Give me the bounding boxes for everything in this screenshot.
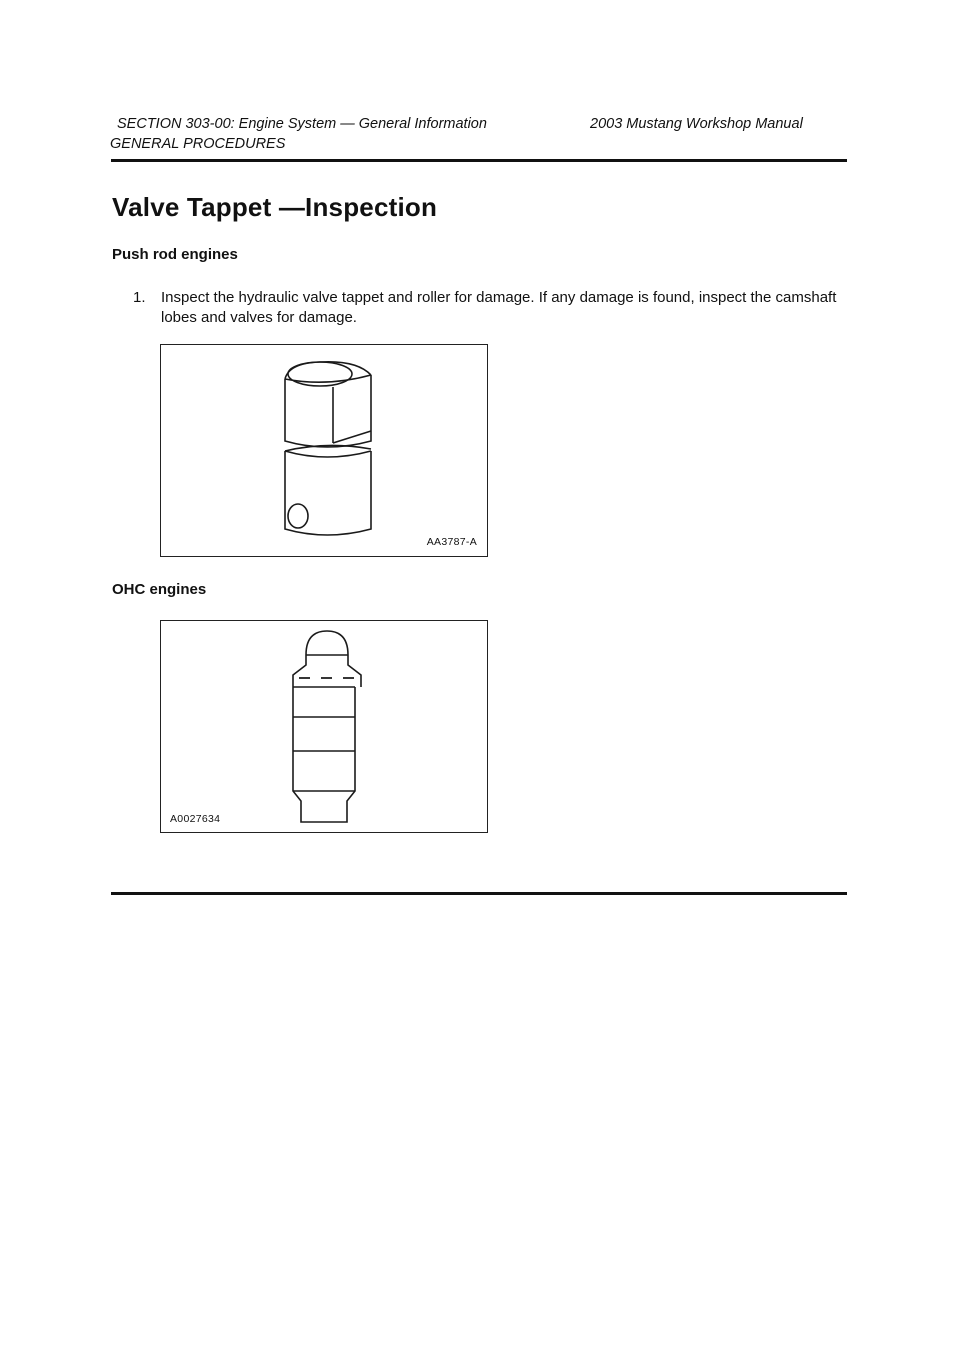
step-text: Inspect the hydraulic valve tappet and roller for damage. If any damage is found, inspect the camshaft lobes and valves for damage. (161, 289, 837, 326)
ohc-tappet-illustration (161, 621, 487, 832)
hydraulic-tappet-illustration (161, 345, 487, 556)
figure-code: A0027634 (170, 813, 221, 825)
footer-divider (111, 892, 847, 895)
header-category: GENERAL PROCEDURES (110, 136, 286, 152)
header-manual-title: 2003 Mustang Workshop Manual (590, 116, 803, 132)
page-title: Valve Tappet —Inspection (112, 192, 438, 222)
figure-push-rod-tappet (160, 344, 488, 557)
step-number: 1. (133, 289, 146, 306)
figure-code: AA3787-A (426, 536, 477, 548)
section-heading-push-rod: Push rod engines (112, 246, 238, 263)
section-heading-ohc: OHC engines (112, 581, 207, 598)
header-divider (111, 159, 847, 162)
header-section-title: SECTION 303-00: Engine System — General Information (117, 116, 487, 132)
figure-ohc-tappet (160, 620, 488, 833)
